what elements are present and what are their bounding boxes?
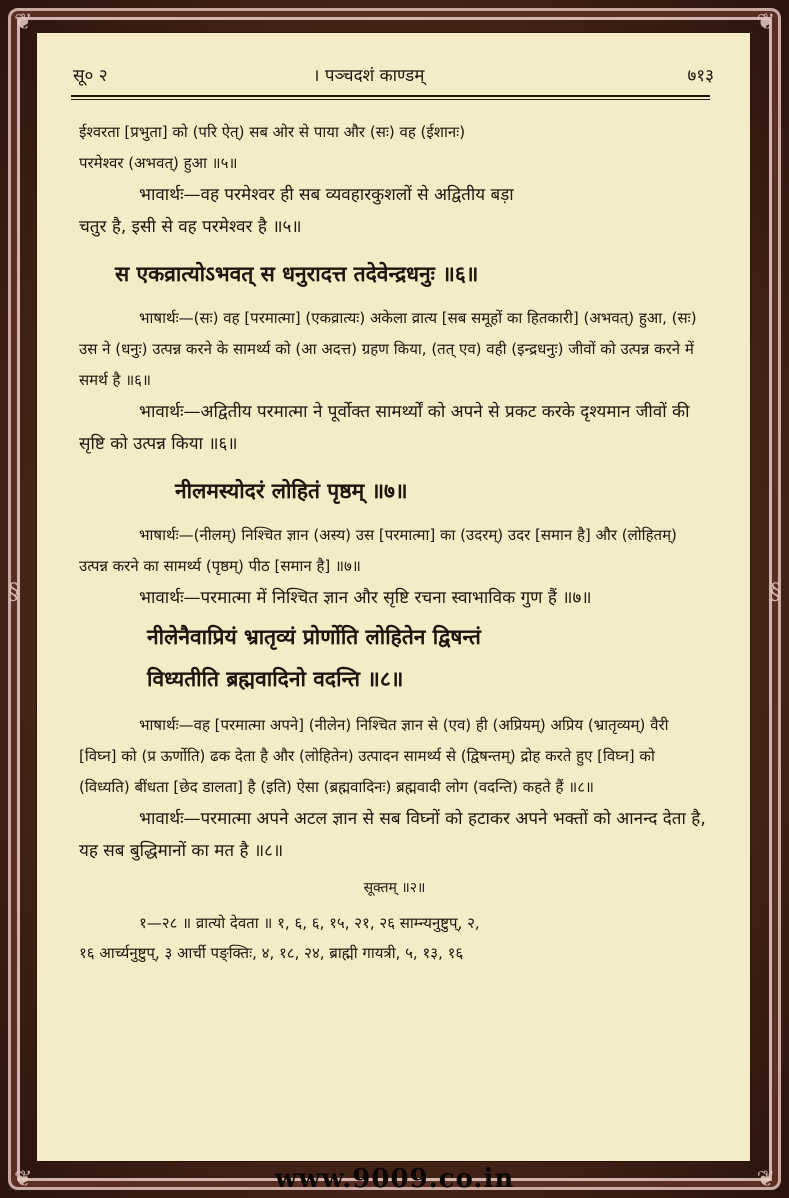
ornament-icon: ❦ (14, 10, 33, 35)
bhasharth-8: भाषार्थः—वह [परमात्मा अपने] (नीलेन) निश्चित ज्ञान से (एव) ही (अप्रियम्) अप्रिय (भ्रातृव्यम्) वैरी [विघ्न] को (प्र ऊर्णोति) ढक देता है और (लोहितेन) उत्पादन सामर्थ्य से (द्विषन्तम्) द्रोह करते हुए [विघ्न] को (विध्यति) बींधता [छेद डालता] है (इति) ऐसा (ब्रह्मवादिनः) ब्रह्मवादी लोग (वदन्ति) कहते हैं ॥८॥ (79, 716, 669, 796)
meta-line: १—२८ ॥ व्रात्यो देवता ॥ १, ६, ६, १५, २१, २६ साम्न्यनुष्टुप्, २, (139, 914, 480, 932)
mantra-8-line2: विध्यतीति ब्रह्मवादिनो वदन्ति ॥८॥ (147, 667, 404, 691)
ornament-icon: § (770, 580, 781, 605)
bhavartha-5b: चतुर है, इसी से वह परमेश्वर है ॥५॥ (79, 217, 302, 237)
header-rule (71, 95, 710, 97)
meta-line: १६ आर्च्यनुष्टुप्, ३ आर्ची पङ्क्तिः, ४, १८, २४, ब्राह्मी गायत्री, ५, १३, १६ (79, 944, 464, 962)
ornament-icon: ❦ (14, 1167, 33, 1192)
page-body (79, 117, 710, 968)
ornament-icon: ❦ (756, 10, 775, 35)
page-number: ७१३ (687, 66, 714, 86)
text-line: परमेश्वर (अभवत्) हुआ ॥५॥ (79, 154, 238, 172)
header-sutra: सू० २ (73, 66, 108, 86)
bhavartha-6: भावार्थः—अद्वितीय परमात्मा ने पूर्वोक्त सामर्थ्यों को अपने से प्रकट करके दृश्यमान जीवों की सृष्टि को उत्पन्न किया ॥६॥ (79, 402, 690, 454)
mantra-7: नीलमस्योदरं लोहितं पृष्ठम् ॥७॥ (175, 479, 408, 503)
bhavartha-7: भावार्थः—परमात्मा में निश्चित ज्ञान और सृष्टि रचना स्वाभाविक गुण हैं ॥७॥ (139, 588, 592, 608)
website-watermark: www.9009.co.in (274, 1164, 515, 1194)
scanned-page (36, 32, 751, 1162)
header-kanda-title: । पञ्चदशं काण्डम् (313, 66, 425, 86)
mantra-8-line1: नीलेनैवाप्रियं भ्रातृव्यं प्रोर्णोति लोहितेन द्विषन्तं (147, 625, 481, 649)
mantra-6: स एकव्रात्योऽभवत् स धनुरादत्त तदेवेन्द्रधनुः ॥६॥ (115, 262, 479, 286)
bhavartha-8: भावार्थः—परमात्मा अपने अटल ज्ञान से सब विघ्नों को हटाकर अपने भक्तों को आनन्द देता है, यह सब बुद्धिमानों का मत है ॥८॥ (79, 809, 706, 861)
bhasharth-6: भाषार्थः—(सः) वह [परमात्मा] (एकव्रात्यः) अकेला व्रात्य [सब समूहों का हितकारी] (अभवत्) हुआ, (सः) उस ने (धनुः) उत्पन्न करने के सामर्थ्य को (आ अदत्त) ग्रहण किया, (तत् एव) वही (इन्द्रधनुः) जीवों को उत्पन्न करने में समर्थ है ॥६॥ (79, 309, 697, 389)
bhasharth-7: भाषार्थः—(नीलम्) निश्चित ज्ञान (अस्य) उस [परमात्मा] का (उदरम्) उदर [समान है] और (लोहितम्) उत्पन्न करने का सामर्थ्य (पृष्ठम्) पीठ [समान है] ॥७॥ (79, 526, 677, 575)
text-line: ईश्वरता [प्रभुता] को (परि ऐत्) सब ओर से पाया और (सः) वह (ईशानः) (79, 123, 466, 141)
page-header (73, 63, 714, 93)
bhavartha-5a: भावार्थः—वह परमेश्वर ही सब व्यवहारकुशलों से अद्वितीय बड़ा (139, 185, 514, 205)
ornament-icon: § (8, 580, 19, 605)
ornament-icon: ❦ (756, 1167, 775, 1192)
sukta-heading: सूक्तम् ॥२॥ (363, 880, 426, 896)
